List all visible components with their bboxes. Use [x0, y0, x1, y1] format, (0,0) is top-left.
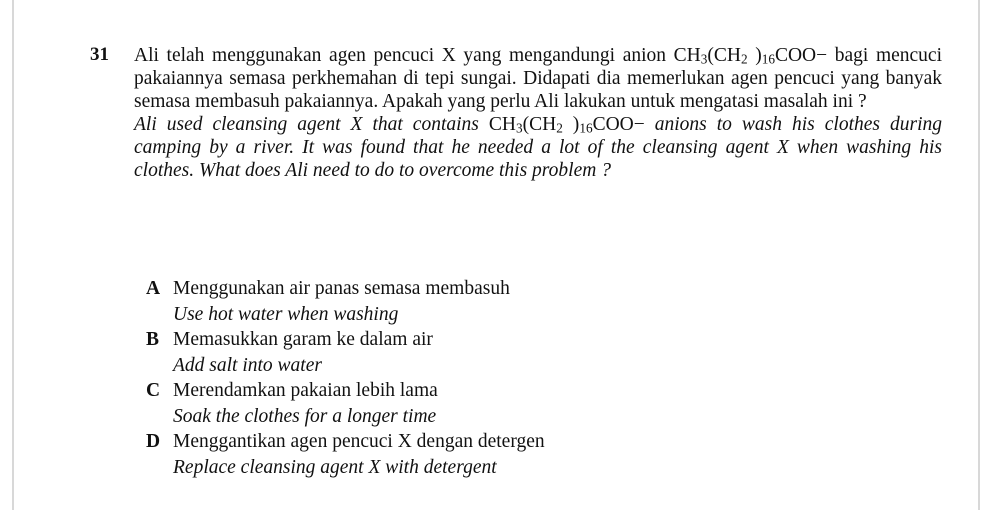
english-text-before: Ali used cleansing agent X that contains — [134, 114, 489, 135]
left-border-line — [12, 0, 14, 510]
malay-formula — [674, 45, 827, 66]
formula-part: (CH — [707, 45, 741, 66]
formula-subscript: 3 — [515, 120, 523, 136]
option-c[interactable] — [146, 378, 706, 429]
formula-part: CH — [488, 114, 516, 135]
option-text-english: Soak the clothes for a longer time — [173, 405, 437, 427]
formula-subscript: 3 — [700, 51, 708, 67]
option-text-malay: Merendamkan pakaian lebih lama — [173, 380, 438, 401]
option-text-malay: Menggunakan air panas semasa membasuh — [173, 278, 510, 299]
english-formula — [489, 114, 645, 135]
formula-subscript: 2 — [740, 51, 748, 67]
option-d[interactable] — [146, 429, 706, 480]
formula-part: ) — [562, 114, 580, 135]
formula-subscript: 16 — [579, 120, 593, 136]
malay-text-before: Ali telah menggunakan agen pencuci X yang mengandungi anion — [134, 45, 674, 66]
formula-part: COO− — [592, 114, 645, 135]
option-text-english: Add salt into water — [173, 354, 322, 376]
malay-text-after: bagi mencuci pakaiannya semasa perkhemahan di tepi sungai. Didapati dia memerlukan agen pencuci yang banyak semasa membasuh pakaiannya. Apakah yang perlu Ali lakukan untuk mengatasi masalah ini ? — [134, 45, 942, 112]
formula-subscript: 2 — [556, 120, 563, 136]
formula-subscript: 16 — [761, 51, 775, 67]
question-stem — [134, 44, 942, 182]
option-letter: D — [146, 431, 161, 452]
option-text-malay: Menggantikan agen pencuci X dengan detergen — [173, 431, 545, 452]
option-b[interactable] — [146, 327, 706, 378]
right-border-line — [978, 0, 980, 510]
formula-part: CH — [673, 45, 701, 66]
english-text-after: anions to wash his clothes during camping by a river. It was found that he needed a lot of the cleansing agent X when washing his clothes. What does Ali need to do to overcome this problem ? — [134, 114, 942, 181]
option-text-english: Use hot water when washing — [173, 303, 399, 325]
option-a[interactable] — [146, 276, 706, 327]
question-number: 31 — [90, 44, 109, 65]
formula-part: (CH — [522, 114, 557, 135]
option-letter: A — [146, 278, 161, 299]
answer-options — [146, 276, 706, 480]
formula-part: ) — [747, 45, 762, 66]
option-text-malay: Memasukkan garam ke dalam air — [173, 329, 433, 350]
question-text-malay — [134, 44, 942, 113]
question-text-english — [134, 113, 942, 182]
formula-part: COO− — [774, 45, 828, 66]
option-letter: C — [146, 380, 161, 401]
option-letter: B — [146, 329, 160, 350]
option-text-english: Replace cleansing agent X with detergent — [173, 456, 497, 478]
